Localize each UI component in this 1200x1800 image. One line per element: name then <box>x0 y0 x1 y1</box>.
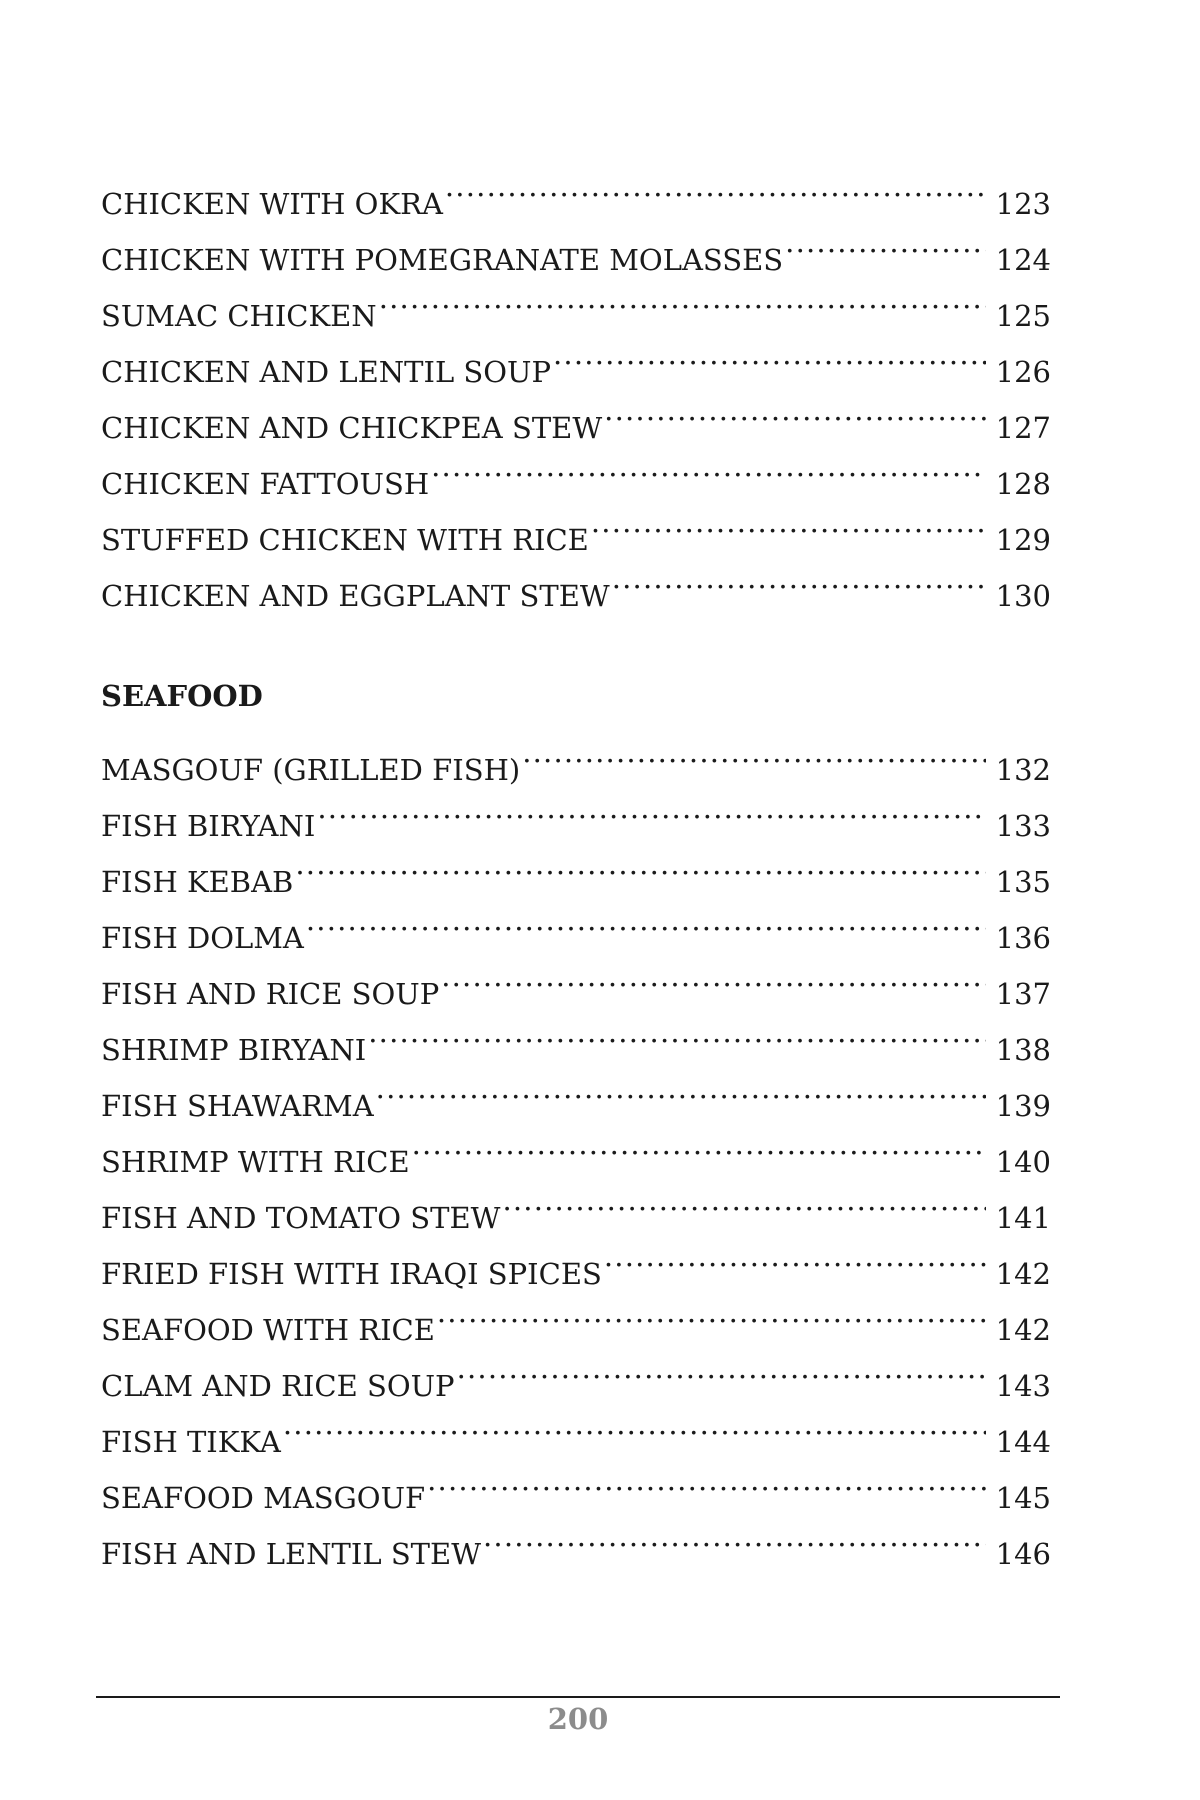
toc-entry-page: 130 <box>995 579 1051 613</box>
toc-leader-dots <box>431 438 986 494</box>
toc-leader-dots <box>502 1172 985 1228</box>
toc-entry-title: FISH BIRYANI <box>101 809 316 843</box>
toc-leader-dots <box>785 214 985 270</box>
toc-entry-page: 135 <box>995 865 1051 899</box>
toc-entry-page: 127 <box>995 411 1051 445</box>
toc-entry-title: SUMAC CHICKEN <box>101 299 377 333</box>
toc-entry-page: 141 <box>995 1201 1051 1235</box>
toc-entry-page: 126 <box>995 355 1051 389</box>
toc-entry-title: SEAFOOD MASGOUF <box>101 1481 426 1515</box>
toc-entry-page: 145 <box>995 1481 1051 1515</box>
toc-entry-title: SEAFOOD WITH RICE <box>101 1313 435 1347</box>
toc-entry-page: 129 <box>995 523 1051 557</box>
toc-entry-title: FRIED FISH WITH IRAQI SPICES <box>101 1257 602 1291</box>
toc-entry-title: CHICKEN FATTOUSH <box>101 467 430 501</box>
toc-entry-title: FISH DOLMA <box>101 921 304 955</box>
toc-entry-page: 136 <box>995 921 1051 955</box>
toc-group-chicken <box>101 158 1051 613</box>
toc-leader-dots <box>553 326 986 382</box>
toc-leader-dots <box>604 1228 986 1284</box>
toc-leader-dots <box>295 836 985 892</box>
toc-entry-page: 142 <box>995 1257 1051 1291</box>
toc-entry-page: 138 <box>995 1033 1051 1067</box>
section-heading: SEAFOOD <box>101 679 263 713</box>
toc-leader-dots <box>368 1004 985 1060</box>
toc-entry-page: 124 <box>995 243 1051 277</box>
toc-entry-page: 133 <box>995 809 1051 843</box>
toc-entry-page: 132 <box>995 753 1051 787</box>
toc-leader-dots <box>612 550 986 606</box>
toc-entry-page: 128 <box>995 467 1051 501</box>
toc-leader-dots <box>457 1340 986 1396</box>
toc-entry-title: CHICKEN AND CHICKPEA STEW <box>101 411 603 445</box>
toc-entry-title: SHRIMP WITH RICE <box>101 1145 410 1179</box>
toc-entry-title: CHICKEN WITH OKRA <box>101 187 443 221</box>
toc-group-seafood <box>101 668 1051 1571</box>
toc-entry-title: SHRIMP BIRYANI <box>101 1033 367 1067</box>
toc-entry-page: 125 <box>995 299 1051 333</box>
toc-entry-title: MASGOUF (GRILLED FISH) <box>101 753 521 787</box>
toc-entry-title: FISH AND LENTIL STEW <box>101 1537 482 1571</box>
toc-entry-title: STUFFED CHICKEN WITH RICE <box>101 523 589 557</box>
toc-entry-title: CHICKEN WITH POMEGRANATE MOLASSES <box>101 243 784 277</box>
toc-leader-dots <box>283 1396 986 1452</box>
toc-leader-dots <box>306 892 986 948</box>
toc-leader-dots <box>445 158 986 214</box>
toc-entry-title: FISH SHAWARMA <box>101 1089 374 1123</box>
toc-entry-page: 142 <box>995 1313 1051 1347</box>
footer-divider <box>96 1696 1060 1698</box>
toc-leader-dots <box>483 1508 986 1564</box>
toc-leader-dots <box>522 724 985 780</box>
toc-entry-page: 146 <box>995 1537 1051 1571</box>
toc-leader-dots <box>412 1116 986 1172</box>
toc-leader-dots <box>604 382 985 438</box>
toc-entry-title: CHICKEN AND EGGPLANT STEW <box>101 579 610 613</box>
toc-leader-dots <box>376 1060 986 1116</box>
toc-leader-dots <box>427 1452 986 1508</box>
toc-leader-dots <box>437 1284 986 1340</box>
toc-entry-title: FISH TIKKA <box>101 1425 281 1459</box>
toc-entry-title: CHICKEN AND LENTIL SOUP <box>101 355 552 389</box>
toc-entry[interactable] <box>101 724 1051 787</box>
toc-entry-title: FISH AND TOMATO STEW <box>101 1201 501 1235</box>
toc-entry-title: FISH AND RICE SOUP <box>101 977 440 1011</box>
toc-entry-page: 137 <box>995 977 1051 1011</box>
page-number: 200 <box>547 1702 609 1736</box>
toc-leader-dots <box>591 494 986 550</box>
toc-entry[interactable] <box>101 158 1051 221</box>
toc-leader-dots <box>441 948 985 1004</box>
toc-entry-page: 140 <box>995 1145 1051 1179</box>
toc-entry-page: 123 <box>995 187 1051 221</box>
toc-entry-page: 143 <box>995 1369 1051 1403</box>
toc-entry-title: CLAM AND RICE SOUP <box>101 1369 455 1403</box>
toc-leader-dots <box>317 780 985 836</box>
toc-entry-page: 139 <box>995 1089 1051 1123</box>
toc-entry-title: FISH KEBAB <box>101 865 294 899</box>
toc-leader-dots <box>379 270 986 326</box>
toc-entry-page: 144 <box>995 1425 1051 1459</box>
